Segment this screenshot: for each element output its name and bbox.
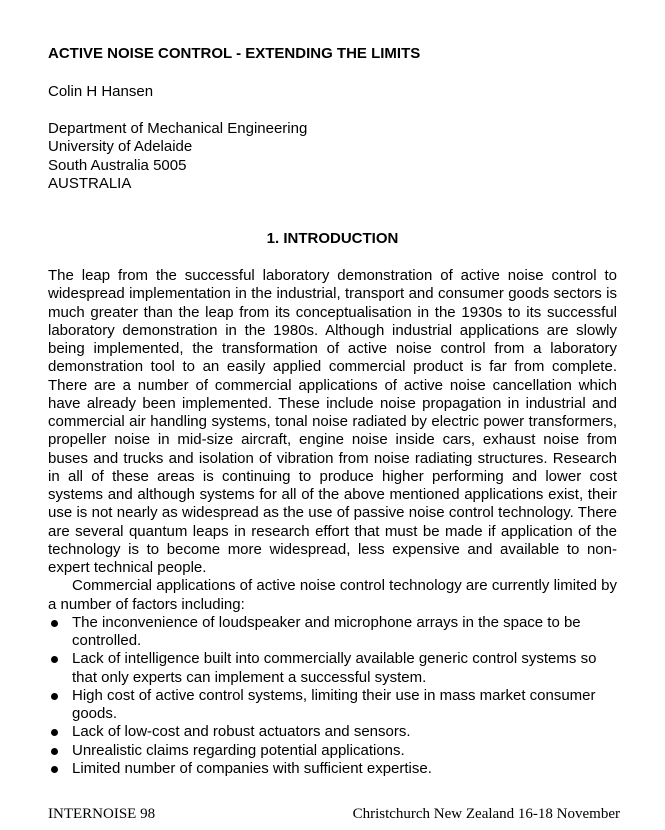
bullet-text: Lack of intelligence built into commercially available generic control systems so that only experts can implement a successful system.	[72, 650, 597, 686]
footer-conference: INTERNOISE 98	[48, 806, 156, 822]
bullet-text: High cost of active control systems, limiting their use in mass market consumer goods.	[72, 686, 596, 722]
bullet-item	[48, 760, 617, 778]
bullet-text: The inconvenience of loudspeaker and microphone arrays in the space to be controlled.	[72, 613, 581, 649]
bullet-icon	[51, 766, 58, 773]
body-paragraph: The leap from the successful laboratory demonstration of active noise control to widespread implementation in the industrial, transport and consumer goods sectors is much greater than the leap from its conceptualisation in the 1930s to its successful laboratory demonstration in the 1980s. Although industrial applications are slowly being implemented, the transformation of active noise control from a laboratory demonstration tool to an easily applied commercial product is far from complete. There are a number of commercial applications of active noise cancellation which have already been implemented. These include noise propagation in industrial and commercial air handling systems, tonal noise radiated by electric power transformers, propeller noise in mid-size aircraft, engine noise inside cars, exhaust noise from buses and trucks and isolation of vibration from noise radiating structures. Research in all of these areas is continuing to produce higher performing and lower cost systems and although systems for all of the above mentioned applications exist, their use is not nearly as widespread as the use of passive noise control technology. There are several quantum leaps in research effort that must be made if application of the technology is to become more widespread, less expensive and available to non-expert technical people.	[48, 267, 617, 576]
footer-location-date: Christchurch New Zealand 16-18 November	[352, 806, 620, 822]
bullet-text: Limited number of companies with sufficient expertise.	[72, 759, 432, 777]
bullet-list	[48, 614, 617, 778]
bullet-icon	[51, 620, 58, 627]
affiliation-line: AUSTRALIA	[48, 174, 132, 192]
paper-title: ACTIVE NOISE CONTROL - EXTENDING THE LIMITS	[48, 45, 421, 62]
bullet-text: Lack of low-cost and robust actuators and sensors.	[72, 723, 411, 741]
section-heading	[0, 230, 665, 247]
section-heading-text: 1. INTRODUCTION	[266, 230, 399, 247]
author-affiliation	[48, 120, 307, 193]
bullet-item	[48, 614, 617, 651]
bullet-item	[48, 687, 617, 724]
bullet-icon	[51, 748, 58, 755]
body-paragraph: Commercial applications of active noise control technology are currently limited by a number of factors including:	[48, 577, 617, 613]
section-body	[48, 267, 617, 778]
author-name: Colin H Hansen	[48, 83, 154, 100]
bullet-icon	[51, 656, 58, 663]
bullet-icon	[51, 729, 58, 736]
affiliation-line: University of Adelaide	[48, 138, 193, 156]
affiliation-line: Department of Mechanical Engineering	[48, 120, 308, 137]
affiliation-line: South Australia 5005	[48, 156, 187, 174]
bullet-icon	[51, 693, 58, 700]
bullet-item	[48, 723, 617, 741]
bullet-item	[48, 742, 617, 760]
bullet-text: Unrealistic claims regarding potential applications.	[72, 741, 405, 759]
bullet-item	[48, 650, 617, 687]
